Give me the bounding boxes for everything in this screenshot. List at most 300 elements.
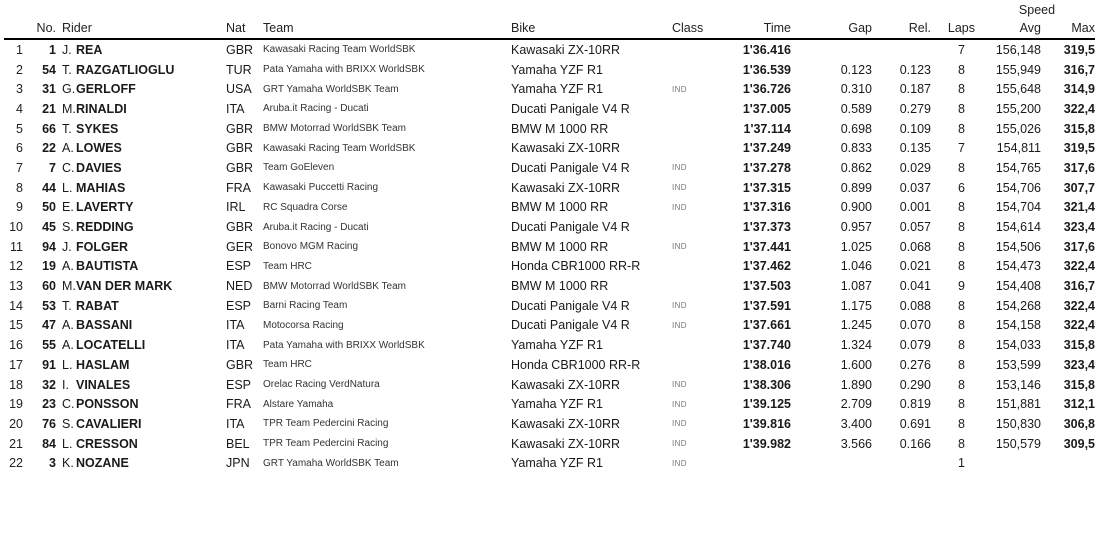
laps-cell: 8 — [958, 239, 965, 254]
max-speed-cell: 319,5 — [1063, 141, 1095, 156]
table-row — [0, 60, 1099, 80]
rider-number-cell: 54 — [42, 62, 56, 77]
table-header — [0, 17, 1099, 38]
speed-group-label: Speed — [1018, 3, 1056, 17]
nationality-cell: GER — [226, 239, 254, 254]
team-cell: Kawasaki Racing Team WorldSBK — [263, 44, 416, 56]
time-cell: 1'37.661 — [742, 318, 791, 333]
laps-cell: 8 — [958, 220, 965, 235]
rider-initial: K. — [62, 456, 74, 471]
time-cell: 1'38.306 — [742, 377, 791, 392]
time-cell: 1'39.982 — [742, 436, 791, 451]
team-cell: Aruba.it Racing - Ducati — [263, 221, 369, 233]
nationality-cell: JPN — [226, 456, 250, 471]
rel-cell: 0.691 — [899, 416, 931, 431]
rider-surname: RINALDI — [76, 101, 127, 116]
avg-speed-cell: 153,146 — [995, 377, 1041, 392]
table-row — [0, 138, 1099, 158]
rider-initial: M. — [62, 101, 76, 116]
rider-name-cell — [57, 378, 225, 392]
team-cell: Motocorsa Racing — [263, 319, 344, 331]
bike-cell: Yamaha YZF R1 — [511, 62, 603, 77]
class-cell: IND — [672, 380, 687, 390]
rider-name-cell — [57, 437, 225, 451]
max-speed-cell: 323,4 — [1063, 220, 1095, 235]
avg-speed-cell: 153,599 — [995, 357, 1041, 372]
time-cell: 1'37.278 — [742, 160, 791, 175]
gap-cell: 3.400 — [840, 416, 872, 431]
rider-number-cell: 3 — [49, 456, 56, 471]
team-cell: GRT Yamaha WorldSBK Team — [263, 457, 399, 469]
rider-number-cell: 91 — [42, 357, 56, 372]
bike-cell: Yamaha YZF R1 — [511, 338, 603, 353]
rider-surname: SYKES — [76, 121, 119, 136]
team-cell: Kawasaki Puccetti Racing — [263, 182, 379, 194]
bike-cell: Yamaha YZF R1 — [511, 82, 603, 97]
rider-surname: NOZANE — [76, 456, 129, 471]
rider-name-cell — [57, 338, 225, 352]
rider-name-cell — [57, 102, 225, 116]
avg-speed-cell: 154,706 — [995, 180, 1041, 195]
laps-cell: 1 — [958, 456, 965, 471]
laps-cell: 8 — [958, 160, 965, 175]
laps-cell: 8 — [958, 298, 965, 313]
nationality-cell: IRL — [226, 200, 246, 215]
col-header-gap: Gap — [848, 21, 872, 35]
bike-cell: Kawasaki ZX-10RR — [511, 377, 621, 392]
laps-cell: 8 — [958, 357, 965, 372]
rider-name-cell — [57, 122, 225, 136]
col-header-avg: Avg — [1019, 21, 1041, 35]
avg-speed-cell: 150,830 — [995, 416, 1041, 431]
max-speed-cell: 322,4 — [1063, 259, 1095, 274]
rider-number-cell: 94 — [42, 239, 56, 254]
gap-cell: 1.890 — [840, 377, 872, 392]
avg-speed-cell: 155,026 — [995, 121, 1041, 136]
gap-cell: 1.245 — [840, 318, 872, 333]
team-cell: TPR Team Pedercini Racing — [263, 418, 389, 430]
rider-name-cell — [57, 240, 225, 254]
team-cell: Alstare Yamaha — [263, 398, 334, 410]
avg-speed-cell: 154,506 — [995, 239, 1041, 254]
avg-speed-cell: 155,200 — [995, 101, 1041, 116]
rider-number-cell: 22 — [42, 141, 56, 156]
class-cell: IND — [672, 419, 687, 429]
rider-surname: GERLOFF — [76, 82, 136, 97]
nationality-cell: ITA — [226, 338, 245, 353]
time-cell: 1'36.539 — [742, 62, 791, 77]
rider-initial: S. — [62, 416, 74, 431]
laps-cell: 7 — [958, 42, 965, 57]
rider-initial: T. — [62, 121, 72, 136]
avg-speed-cell: 155,949 — [995, 62, 1041, 77]
rel-cell: 0.290 — [899, 377, 931, 392]
nationality-cell: TUR — [226, 62, 252, 77]
rider-number-cell: 19 — [42, 259, 56, 274]
rider-surname: BAUTISTA — [76, 259, 139, 274]
table-row — [0, 453, 1099, 473]
rel-cell: 0.079 — [899, 338, 931, 353]
max-speed-cell: 322,4 — [1063, 298, 1095, 313]
nationality-cell: GBR — [226, 160, 254, 175]
bike-cell: Ducati Panigale V4 R — [511, 220, 630, 235]
rider-number-cell: 45 — [42, 220, 56, 235]
rider-name-cell — [57, 417, 225, 431]
time-cell: 1'37.503 — [742, 279, 791, 294]
position-cell: 7 — [16, 160, 23, 175]
gap-cell: 0.698 — [840, 121, 872, 136]
class-cell: IND — [672, 301, 687, 311]
nationality-cell: USA — [226, 82, 252, 97]
laps-cell: 9 — [958, 279, 965, 294]
position-cell: 13 — [9, 279, 23, 294]
position-cell: 10 — [9, 220, 23, 235]
class-cell: IND — [672, 84, 687, 94]
time-cell: 1'37.316 — [742, 200, 791, 215]
max-speed-cell: 316,7 — [1063, 62, 1095, 77]
team-cell: RC Squadra Corse — [263, 201, 348, 213]
position-cell: 20 — [9, 416, 23, 431]
avg-speed-cell: 154,473 — [995, 259, 1041, 274]
table-row — [0, 355, 1099, 375]
avg-speed-cell: 154,811 — [996, 141, 1041, 156]
bike-cell: Kawasaki ZX-10RR — [511, 416, 621, 431]
rider-name-cell — [57, 63, 225, 77]
rel-cell: 0.276 — [899, 357, 931, 372]
laps-cell: 8 — [958, 200, 965, 215]
class-cell: IND — [672, 320, 687, 330]
table-row — [0, 119, 1099, 139]
laps-cell: 8 — [958, 62, 965, 77]
rel-cell: 0.819 — [899, 397, 931, 412]
rider-name-cell — [57, 456, 225, 470]
rider-surname: LOCATELLI — [76, 338, 146, 353]
rider-number-cell: 55 — [42, 338, 56, 353]
avg-speed-cell: 154,765 — [995, 160, 1041, 175]
rider-name-cell — [57, 161, 225, 175]
col-header-bike: Bike — [511, 21, 536, 35]
col-header-team: Team — [263, 21, 294, 35]
rel-cell: 0.057 — [899, 220, 931, 235]
time-cell: 1'37.114 — [743, 121, 791, 136]
max-speed-cell: 322,4 — [1063, 101, 1095, 116]
bike-cell: BMW M 1000 RR — [511, 121, 609, 136]
position-cell: 2 — [16, 62, 23, 77]
rider-number-cell: 32 — [42, 377, 56, 392]
position-cell: 11 — [10, 239, 23, 254]
position-cell: 9 — [16, 200, 23, 215]
avg-speed-cell: 154,704 — [995, 200, 1041, 215]
gap-cell: 0.957 — [840, 220, 872, 235]
rider-name-cell — [57, 82, 225, 96]
col-header-no: No. — [36, 21, 56, 35]
table-row — [0, 40, 1099, 60]
gap-cell: 1.025 — [840, 239, 872, 254]
position-cell: 5 — [16, 121, 23, 136]
position-cell: 19 — [9, 397, 23, 412]
max-speed-cell: 315,8 — [1063, 121, 1095, 136]
avg-speed-cell: 154,033 — [995, 338, 1041, 353]
rider-surname: REDDING — [76, 220, 134, 235]
table-row — [0, 394, 1099, 414]
rider-name-cell — [57, 397, 225, 411]
rider-surname: BASSANI — [76, 318, 133, 333]
rider-initial: L. — [62, 436, 73, 451]
gap-cell: 0.310 — [840, 82, 872, 97]
rider-initial: M. — [62, 279, 76, 294]
max-speed-cell: 314,9 — [1063, 82, 1095, 97]
rider-surname: CRESSON — [76, 436, 138, 451]
col-header-laps: Laps — [947, 21, 975, 35]
rider-initial: L. — [62, 357, 73, 372]
rider-name-cell — [57, 200, 225, 214]
table-row — [0, 296, 1099, 316]
table-row — [0, 79, 1099, 99]
laps-cell: 8 — [958, 121, 965, 136]
rider-name-cell — [57, 358, 225, 372]
rider-initial: A. — [62, 141, 74, 156]
bike-cell: BMW M 1000 RR — [511, 239, 609, 254]
rel-cell: 0.166 — [899, 436, 931, 451]
position-cell: 22 — [9, 456, 23, 471]
team-cell: Pata Yamaha with BRIXX WorldSBK — [263, 64, 425, 76]
bike-cell: Honda CBR1000 RR-R — [511, 357, 641, 372]
nationality-cell: GBR — [226, 141, 254, 156]
gap-cell: 0.589 — [840, 101, 872, 116]
rider-surname: VAN DER MARK — [76, 279, 173, 294]
position-cell: 3 — [16, 82, 23, 97]
nationality-cell: ITA — [226, 318, 245, 333]
rel-cell: 0.001 — [899, 200, 931, 215]
class-cell: IND — [672, 458, 687, 468]
time-cell: 1'37.315 — [742, 180, 791, 195]
laps-cell: 8 — [958, 338, 965, 353]
rider-initial: C. — [62, 160, 75, 175]
class-cell: IND — [672, 202, 687, 212]
rider-initial: S. — [62, 220, 74, 235]
rider-number-cell: 60 — [42, 279, 56, 294]
position-cell: 18 — [9, 377, 23, 392]
rider-surname: PONSSON — [76, 397, 139, 412]
bike-cell: Kawasaki ZX-10RR — [511, 436, 621, 451]
rider-surname: LAVERTY — [76, 200, 134, 215]
nationality-cell: FRA — [226, 397, 251, 412]
rel-cell: 0.279 — [899, 101, 931, 116]
bike-cell: Honda CBR1000 RR-R — [511, 259, 641, 274]
nationality-cell: ITA — [226, 416, 245, 431]
gap-cell: 2.709 — [840, 397, 872, 412]
avg-speed-cell: 151,881 — [995, 397, 1041, 412]
rider-surname: HASLAM — [76, 357, 130, 372]
bike-cell: Kawasaki ZX-10RR — [511, 180, 621, 195]
nationality-cell: ITA — [226, 101, 245, 116]
max-speed-cell: 319,5 — [1063, 42, 1095, 57]
laps-cell: 8 — [958, 259, 965, 274]
position-cell: 4 — [16, 101, 23, 116]
rider-initial: I. — [62, 377, 69, 392]
col-header-max: Max — [1071, 21, 1095, 35]
rel-cell: 0.187 — [899, 82, 931, 97]
gap-cell: 0.899 — [840, 180, 872, 195]
max-speed-cell: 321,4 — [1063, 200, 1095, 215]
team-cell: TPR Team Pedercini Racing — [263, 438, 389, 450]
team-cell: BMW Motorrad WorldSBK Team — [263, 123, 407, 135]
position-cell: 12 — [9, 259, 23, 274]
rider-surname: LOWES — [76, 141, 122, 156]
rider-surname: RAZGATLIOGLU — [76, 62, 175, 77]
rider-surname: FOLGER — [76, 239, 129, 254]
rider-name-cell — [57, 318, 225, 332]
max-speed-cell: 309,5 — [1063, 436, 1095, 451]
bike-cell: Ducati Panigale V4 R — [511, 101, 630, 116]
nationality-cell: GBR — [226, 121, 254, 136]
nationality-cell: ESP — [226, 298, 252, 313]
max-speed-cell: 307,7 — [1063, 180, 1095, 195]
laps-cell: 8 — [958, 436, 965, 451]
team-cell: BMW Motorrad WorldSBK Team — [263, 280, 407, 292]
time-cell: 1'37.373 — [742, 220, 791, 235]
max-speed-cell: 306,8 — [1063, 416, 1095, 431]
max-speed-cell: 317,6 — [1063, 239, 1095, 254]
avg-speed-cell: 154,158 — [995, 318, 1041, 333]
bike-cell: Yamaha YZF R1 — [511, 456, 603, 471]
rider-number-cell: 23 — [42, 397, 56, 412]
class-cell: IND — [672, 399, 687, 409]
max-speed-cell: 317,6 — [1063, 160, 1095, 175]
gap-cell: 3.566 — [840, 436, 872, 451]
rel-cell: 0.109 — [899, 121, 931, 136]
position-cell: 16 — [9, 338, 23, 353]
bike-cell: Ducati Panigale V4 R — [511, 160, 630, 175]
nationality-cell: ESP — [226, 259, 252, 274]
max-speed-cell: 322,4 — [1063, 318, 1095, 333]
table-row — [0, 414, 1099, 434]
rider-initial: J. — [62, 42, 72, 57]
position-cell: 14 — [9, 298, 23, 313]
bike-cell: Ducati Panigale V4 R — [511, 318, 630, 333]
gap-cell: 0.862 — [840, 160, 872, 175]
avg-speed-cell: 154,268 — [995, 298, 1041, 313]
bike-cell: Ducati Panigale V4 R — [511, 298, 630, 313]
results-body — [0, 40, 1099, 473]
avg-speed-cell: 150,579 — [995, 436, 1041, 451]
rider-number-cell: 1 — [49, 42, 56, 57]
position-cell: 15 — [9, 318, 23, 333]
table-row — [0, 434, 1099, 454]
col-header-time: Time — [763, 21, 791, 35]
class-cell: IND — [672, 183, 687, 193]
rider-initial: T. — [62, 298, 72, 313]
table-row — [0, 276, 1099, 296]
nationality-cell: NED — [226, 279, 253, 294]
team-cell: Aruba.it Racing - Ducati — [263, 103, 369, 115]
rider-name-cell — [57, 279, 225, 293]
laps-cell: 8 — [958, 397, 965, 412]
laps-cell: 6 — [958, 180, 965, 195]
time-cell: 1'39.125 — [742, 397, 791, 412]
team-cell: Orelac Racing VerdNatura — [263, 379, 380, 391]
rider-initial: A. — [62, 318, 74, 333]
rider-number-cell: 21 — [42, 101, 56, 116]
max-speed-cell: 315,8 — [1063, 377, 1095, 392]
bike-cell: Kawasaki ZX-10RR — [511, 141, 621, 156]
rel-cell: 0.088 — [899, 298, 931, 313]
rider-initial: A. — [62, 259, 74, 274]
rider-initial: A. — [62, 338, 74, 353]
time-cell: 1'39.816 — [742, 416, 791, 431]
bike-cell: Yamaha YZF R1 — [511, 397, 603, 412]
team-cell: GRT Yamaha WorldSBK Team — [263, 83, 399, 95]
table-row — [0, 316, 1099, 336]
rider-surname: VINALES — [76, 377, 131, 392]
rider-number-cell: 76 — [42, 416, 56, 431]
nationality-cell: FRA — [226, 180, 251, 195]
position-cell: 6 — [16, 141, 23, 156]
nationality-cell: GBR — [226, 357, 254, 372]
class-cell: IND — [672, 242, 687, 252]
nationality-cell: ESP — [226, 377, 252, 392]
bike-cell: BMW M 1000 RR — [511, 279, 609, 294]
time-cell: 1'38.016 — [742, 357, 791, 372]
rel-cell: 0.135 — [899, 141, 931, 156]
gap-cell: 0.833 — [840, 141, 872, 156]
rider-surname: CAVALIERI — [76, 416, 142, 431]
class-cell: IND — [672, 439, 687, 449]
rider-number-cell: 53 — [42, 298, 56, 313]
time-cell: 1'37.591 — [742, 298, 791, 313]
table-row — [0, 178, 1099, 198]
avg-speed-cell: 155,648 — [995, 82, 1041, 97]
gap-cell: 1.324 — [840, 338, 872, 353]
gap-cell: 0.123 — [840, 62, 872, 77]
rider-surname: MAHIAS — [76, 180, 126, 195]
laps-cell: 8 — [958, 377, 965, 392]
rider-initial: T. — [62, 62, 72, 77]
team-cell: Barni Racing Team — [263, 300, 348, 312]
max-speed-cell: 312,1 — [1063, 397, 1095, 412]
gap-cell: 1.087 — [840, 279, 872, 294]
rider-initial: E. — [62, 200, 74, 215]
class-cell: IND — [672, 163, 687, 173]
gap-cell: 1.046 — [840, 259, 872, 274]
rel-cell: 0.068 — [899, 239, 931, 254]
nationality-cell: GBR — [226, 220, 254, 235]
table-row — [0, 217, 1099, 237]
bike-cell: Kawasaki ZX-10RR — [511, 42, 621, 57]
gap-cell: 1.175 — [840, 298, 872, 313]
rider-name-cell — [57, 43, 225, 57]
position-cell: 8 — [16, 180, 23, 195]
table-row — [0, 257, 1099, 277]
laps-cell: 7 — [958, 141, 965, 156]
rider-surname: RABAT — [76, 298, 119, 313]
rel-cell: 0.029 — [899, 160, 931, 175]
rider-name-cell — [57, 220, 225, 234]
rider-name-cell — [57, 181, 225, 195]
rider-initial: L. — [62, 180, 73, 195]
col-header-rider: Rider — [62, 21, 92, 35]
speed-group-row — [0, 2, 1099, 17]
rel-cell: 0.070 — [899, 318, 931, 333]
max-speed-cell: 316,7 — [1063, 279, 1095, 294]
team-cell: Bonovo MGM Racing — [263, 241, 359, 253]
position-cell: 17 — [9, 357, 23, 372]
col-header-rel: Rel. — [908, 21, 931, 35]
laps-cell: 8 — [958, 318, 965, 333]
rider-number-cell: 50 — [42, 200, 56, 215]
avg-speed-cell: 156,148 — [995, 42, 1041, 57]
rider-initial: G. — [62, 82, 76, 97]
